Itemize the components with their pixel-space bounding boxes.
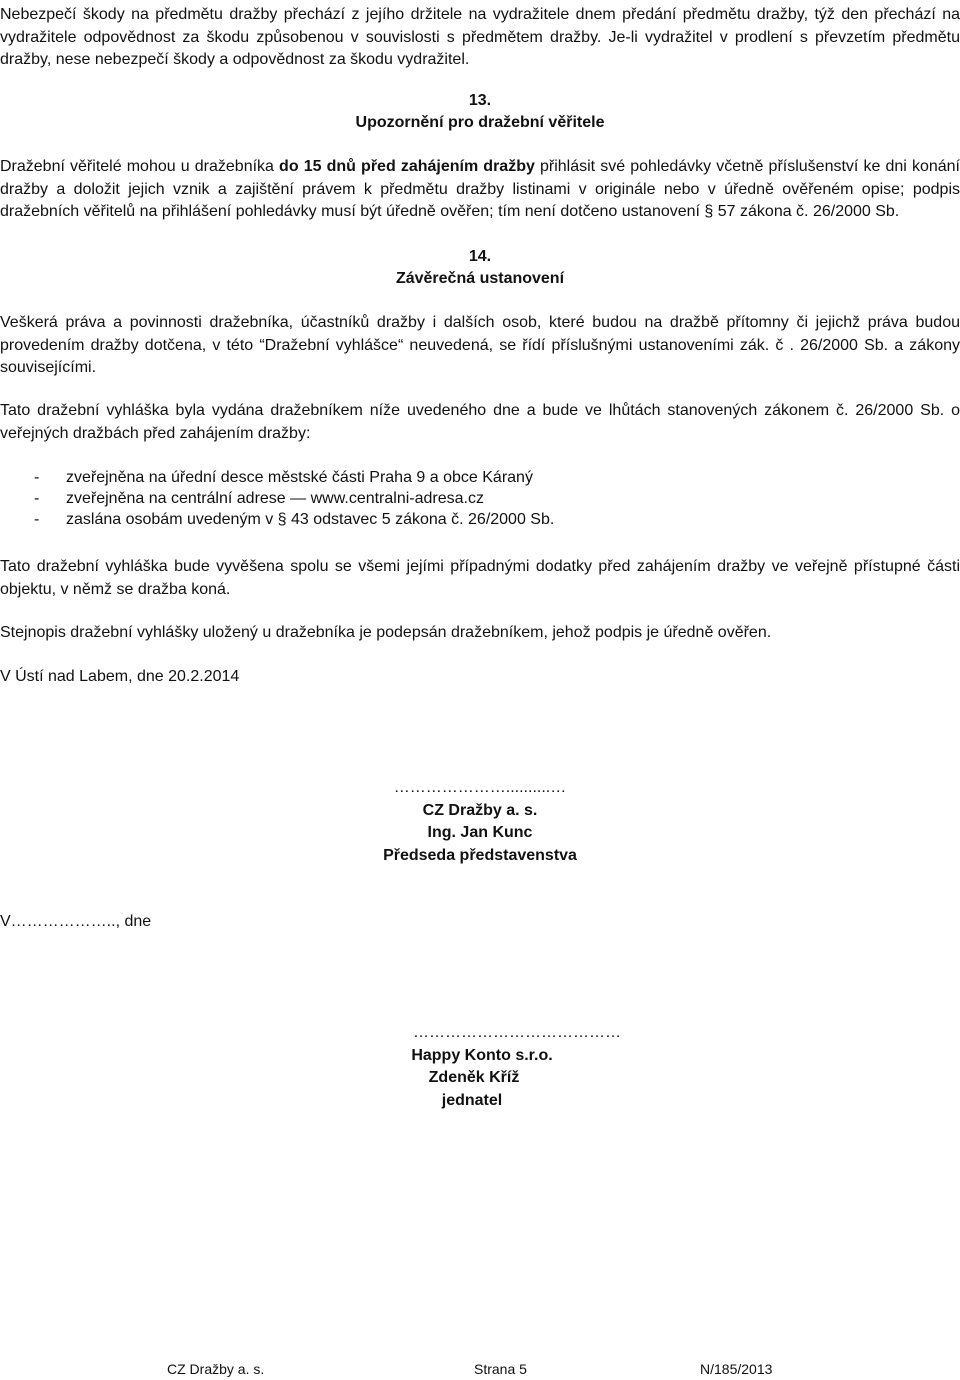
section-13-text-after: přihlásit své pohledávky včetně příslušenství ke dni konání dražby a doložit jejich vznik a zajištění právem k předmětu dražby listinami v originále nebo v úředně ověřeném opise; podpis dražebních věřitelů na přihlášení pohledávky musí být úředně ověřen; tím není dotčeno ustanovení § 57 zákona č. 26/2000 Sb. [0,158,960,220]
section-14-number: 14. [468,248,492,265]
list-item [0,488,940,509]
section-14-paragraph-3: Tato dražební vyhláška bude vyvěšena spolu se všemi jejími případnými dodatky před zahájením dražby ve veřejně přístupné části objektu, v němž se dražba koná. [0,558,960,598]
section-14-title: Závěrečná ustanovení [395,270,565,287]
section-13-paragraph [0,156,960,224]
list-item-text: zaslána osobám uvedeným v § 43 odstavec 5 zákona č. 26/2000 Sb. [66,511,555,528]
signature-line-1: …………………..........… [393,779,567,796]
intro-paragraph: Nebezpečí škody na předmětu dražby přechází z jejího držitele na vydražitele dnem předání předmětu dražby, týž den přechází na vydražitele odpovědnost za škodu způsobenou v souvislosti s předmětem dražby. Je-li vydražitel v prodlení s převzetím předmětu dražby, nese nebezpečí škody a odpovědnost za škodu vydražitel. [0,6,960,68]
signature-1-company: CZ Dražby a. s. [422,802,538,819]
signature-1-role: Předseda představenstva [383,847,577,864]
section-14-paragraph-2: Tato dražební vyhláška byla vydána dražebníkem níže uvedeného dne a bude ve lhůtách stanovených zákonem č. 26/2000 Sb. o veřejných dražbách před zahájením dražby: [0,402,960,442]
dash-bullet: - [34,469,40,486]
signature-2-role: jednatel [441,1092,503,1109]
section-13-text-before: Dražební věřitelé mohou u dražebníka [0,158,280,175]
footer-company: CZ Dražby a. s. [167,1361,265,1377]
place-and-date: V Ústí nad Labem, dne 20.2.2014 [0,668,240,685]
signature-2-company: Happy Konto s.r.o. [411,1047,553,1064]
place-and-date-blank: V……………….., dne [0,913,152,930]
signature-line-2: ………………………………… [413,1024,621,1041]
section-13-deadline: do 15 dnů před zahájením dražby [279,158,535,175]
dash-bullet: - [34,511,40,528]
publication-list [0,467,940,530]
footer-reference: N/185/2013 [700,1361,773,1377]
list-item-text: zveřejněna na úřední desce městské části Praha 9 a obce Káraný [66,469,533,486]
list-item-text: zveřejněna na centrální adrese — www.centralni-adresa.cz [66,490,484,507]
signature-2-name: Zdeněk Kříž [428,1069,520,1086]
footer-page-number: Strana 5 [474,1361,527,1377]
section-13-title: Upozornění pro dražební věřitele [355,114,605,131]
list-item [0,509,940,530]
section-14-paragraph-4: Stejnopis dražební vyhlášky uložený u dražebníka je podepsán dražebníkem, jehož podpis je úředně ověřen. [0,624,772,641]
list-item [0,467,940,488]
signature-1-name: Ing. Jan Kunc [427,824,533,841]
dash-bullet: - [34,490,40,507]
section-14-paragraph-1: Veškerá práva a povinnosti dražebníka, účastníků dražby i dalších osob, které budou na dražbě přítomny či jejichž práva budou provedením dražby dotčena, v této “Dražební vyhlášce“ neuvedená, se řídí příslušnými ustanoveními zák. č . 26/2000 Sb. a zákony souvisejícími. [0,314,960,376]
section-13-number: 13. [468,92,492,109]
